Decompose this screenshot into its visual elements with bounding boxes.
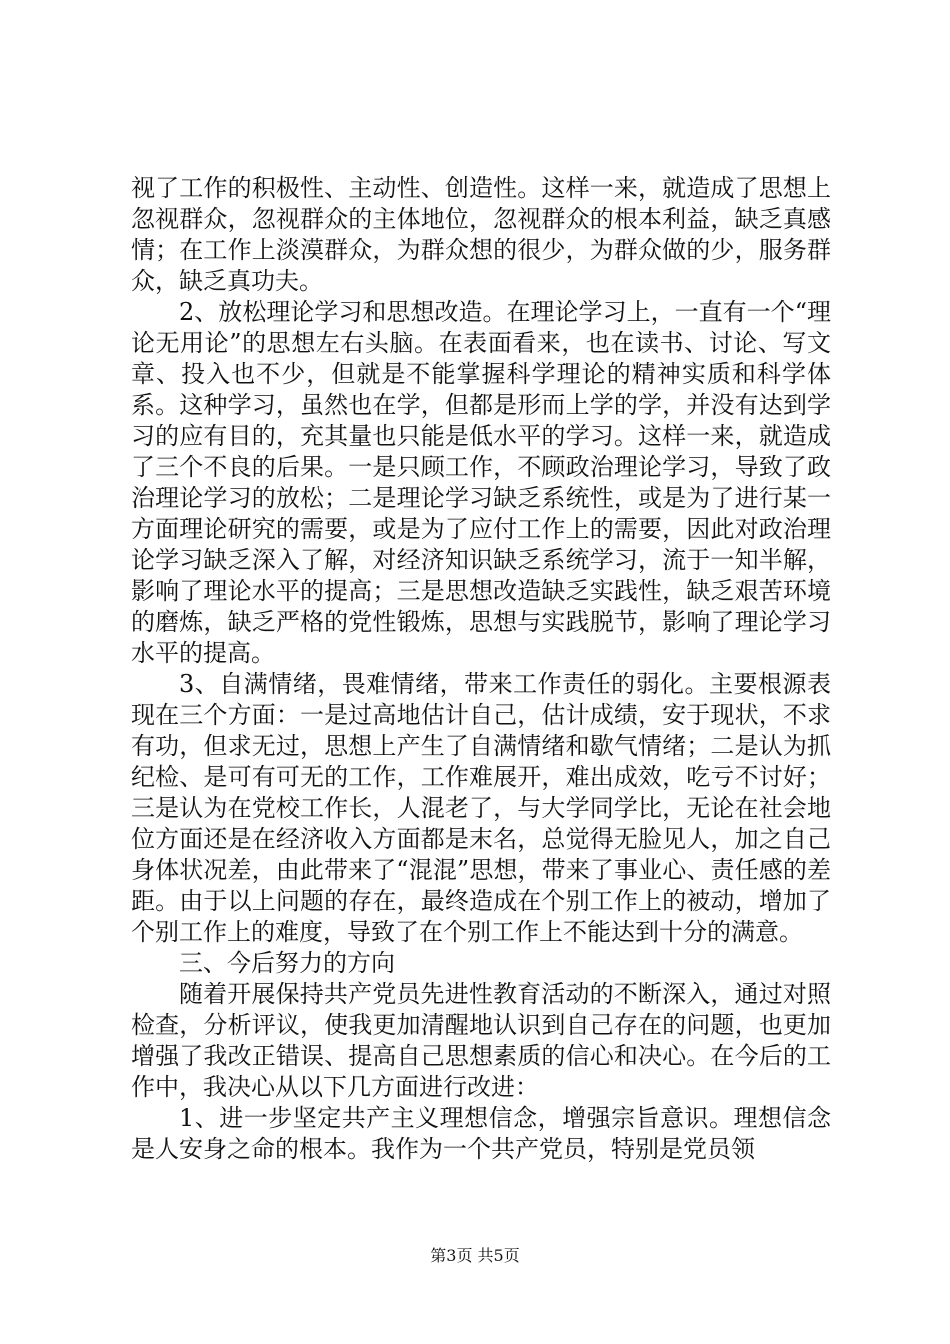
section-heading: 三、今后努力的方向 [179, 949, 395, 977]
document-body [131, 173, 831, 1165]
paragraph-intro: 随着开展保持共产党员先进性教育活动的不断深入，通过对照检查，分析评议，使我更加清醒地认识到自己存在的问题，也更加增强了我改正错误、提高自己思想素质的信心和决心。在今后的工作中，我决心从以下几方面进行改进： [131, 980, 831, 1101]
paragraph-point-3: 3、自满情绪，畏难情绪，带来工作责任的弱化。主要根源表现在三个方面：一是过高地估计自己，估计成绩，安于现状，不求有功，但求无过，思想上产生了自满情绪和歇气情绪；二是认为抓纪检、是可有可无的工作，工作难展开，难出成效，吃亏不讨好；三是认为在党校工作长，人混老了，与大学同学比，无论在社会地位方面还是在经济收入方面都是末名，总觉得无脸见人，加之自己身体状况差，由此带来了“混混”思想，带来了事业心、责任感的差距。由于以上问题的存在，最终造成在个别工作上的被动，增加了个别工作上的难度，导致了在个别工作上不能达到十分的满意。 [131, 670, 831, 946]
paragraph-continuation: 视了工作的积极性、主动性、创造性。这样一来，就造成了思想上忽视群众，忽视群众的主体地位，忽视群众的根本利益，缺乏真感情；在工作上淡漠群众，为群众想的很少，为群众做的少，服务群众，缺乏真功夫。 [131, 174, 831, 295]
page-footer: 第3页 共5页 [430, 1246, 520, 1265]
paragraph-point-1: 1、进一步坚定共产主义理想信念，增强宗旨意识。理想信念是人安身之命的根本。我作为一个共产党员，特别是党员领 [131, 1104, 831, 1163]
paragraph-point-2: 2、放松理论学习和思想改造。在理论学习上，一直有一个“理论无用论”的思想左右头脑。在表面看来，也在读书、讨论、写文章、投入也不少，但就是不能掌握科学理论的精神实质和科学体系。这种学习，虽然也在学，但都是形而上学的学，并没有达到学习的应有目的，充其量也只能是低水平的学习。这样一来，就造成了三个不良的后果。一是只顾工作，不顾政治理论学习，导致了政治理论学习的放松；二是理论学习缺乏系统性，或是为了进行某一方面理论研究的需要，或是为了应付工作上的需要，因此对政治理论学习缺乏深入了解，对经济知识缺乏系统学习，流于一知半解，影响了理论水平的提高；三是思想改造缺乏实践性，缺乏艰苦环境的磨炼，缺乏严格的党性锻炼，思想与实践脱节，影响了理论学习水平的提高。 [131, 298, 831, 667]
